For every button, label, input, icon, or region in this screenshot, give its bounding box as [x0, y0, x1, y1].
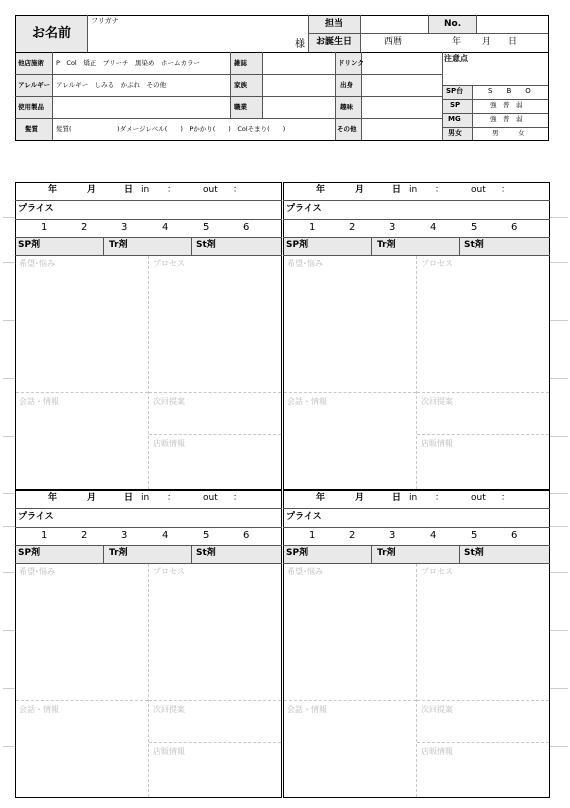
dashed-separator-h [417, 392, 549, 393]
attr-value-mg[interactable]: 強 普 弱 [490, 115, 523, 123]
out-colon: ： [501, 185, 511, 195]
agent-divider [371, 237, 372, 255]
process-label: プロセス [421, 259, 453, 268]
price-tier-4[interactable]: 4 [162, 530, 169, 541]
card-border-top [15, 490, 282, 491]
in-colon: ： [167, 493, 177, 503]
date-year-label: 年 [316, 185, 326, 195]
agent-divider [191, 545, 192, 563]
shop-sales-label: 店販情報 [153, 747, 185, 756]
price-tier-6[interactable]: 6 [243, 530, 250, 541]
date-day-label: 日 [124, 493, 134, 503]
row-divider [283, 545, 550, 546]
in-label: in [141, 185, 150, 195]
price-label: プライス [286, 204, 322, 214]
row-divider [15, 545, 282, 546]
row-divider [15, 237, 282, 238]
date-day-label: 日 [392, 185, 402, 195]
in-colon: ： [435, 185, 445, 195]
process-label: プロセス [421, 567, 453, 576]
row-divider [283, 219, 550, 220]
process-label: プロセス [153, 259, 185, 268]
staff-field[interactable] [362, 17, 426, 32]
price-label: プライス [18, 204, 54, 214]
in-colon: ： [167, 185, 177, 195]
furigana-label: フリガナ [91, 17, 119, 25]
price-tier-1[interactable]: 1 [41, 222, 48, 233]
dashed-separator-h [149, 434, 281, 435]
date-year-label: 年 [316, 493, 326, 503]
price-tier-5[interactable]: 5 [471, 222, 478, 233]
card-border-right [549, 182, 550, 490]
date-month-label: 月 [355, 493, 365, 503]
tr-agent-label: Tr剤 [377, 548, 396, 558]
birthday-month: 月 [482, 37, 492, 47]
dashed-separator-h [284, 392, 416, 393]
talk-label: 会話・情報 [19, 397, 59, 406]
price-tier-1[interactable]: 1 [309, 222, 316, 233]
row-divider [15, 200, 282, 201]
sp-agent-label: SP剤 [286, 548, 309, 558]
card-border-left [283, 490, 284, 798]
dashed-separator-h [149, 700, 281, 701]
date-month-label: 月 [355, 185, 365, 195]
card-border-left [15, 182, 16, 490]
dashed-separator-h [16, 700, 148, 701]
notes-label: 注意点 [444, 54, 468, 63]
drink-label: ドリンク [338, 59, 364, 67]
agent-row-bg [15, 237, 282, 255]
agent-divider [191, 237, 192, 255]
shop-sales-label: 店販情報 [421, 439, 453, 448]
row-divider [15, 527, 282, 528]
row-label-other-salon: 他店施術 [18, 59, 44, 67]
in-label: in [409, 185, 418, 195]
other-label: その他 [337, 125, 357, 133]
price-tier-3[interactable]: 3 [389, 530, 396, 541]
out-colon: ： [501, 493, 511, 503]
margin-tick [550, 526, 568, 527]
agent-divider [103, 545, 104, 563]
date-month-label: 月 [87, 493, 97, 503]
no-field[interactable] [478, 17, 546, 32]
occupation-label: 職業 [234, 103, 247, 111]
agent-row-bg [283, 545, 550, 563]
price-tier-5[interactable]: 5 [471, 530, 478, 541]
price-tier-1[interactable]: 1 [41, 530, 48, 541]
shop-sales-label: 店販情報 [153, 439, 185, 448]
attr-value-sp-seat[interactable]: S B O [488, 87, 531, 95]
visit-card [15, 182, 282, 490]
dashed-separator-h [149, 392, 281, 393]
talk-label: 会話・情報 [287, 705, 327, 714]
agent-divider [371, 545, 372, 563]
card-border-left [15, 490, 16, 798]
margin-tick [550, 572, 568, 573]
margin-tick [550, 378, 568, 379]
hometown-label: 出身 [340, 81, 353, 89]
date-month-label: 月 [87, 185, 97, 195]
row-label-hair: 髪質 [25, 125, 38, 133]
margin-tick [550, 262, 568, 263]
birthday-year: 年 [452, 37, 462, 47]
margin-tick [550, 320, 568, 321]
visit-card [15, 490, 282, 798]
price-tier-3[interactable]: 3 [121, 530, 128, 541]
dashed-separator-v [416, 256, 417, 489]
agent-divider [459, 237, 460, 255]
dashed-separator-h [149, 742, 281, 743]
card-border-right [281, 490, 282, 798]
row-value-allergy: アレルギー しみる かぶれ その他 [56, 81, 167, 89]
price-tier-5[interactable]: 5 [203, 530, 210, 541]
date-year-label: 年 [48, 493, 58, 503]
sp-agent-label: SP剤 [18, 548, 41, 558]
margin-tick [550, 493, 568, 494]
in-label: in [409, 493, 418, 503]
sp-agent-label: SP剤 [18, 240, 41, 250]
next-proposal-label: 次回提案 [153, 705, 185, 714]
margin-tick [3, 436, 15, 437]
price-label: プライス [18, 512, 54, 522]
margin-tick [550, 630, 568, 631]
staff-label: 担当 [325, 19, 344, 29]
margin-tick [3, 746, 15, 747]
shop-sales-label: 店販情報 [421, 747, 453, 756]
row-divider [283, 237, 550, 238]
out-label: out [203, 185, 218, 195]
card-border-right [281, 182, 282, 490]
margin-tick [550, 217, 568, 218]
name-field[interactable] [95, 28, 285, 46]
st-agent-label: St剤 [464, 240, 484, 250]
dashed-separator-h [417, 742, 549, 743]
price-tier-6[interactable]: 6 [511, 222, 518, 233]
margin-tick [3, 217, 15, 218]
price-tier-2[interactable]: 2 [81, 222, 88, 233]
dashed-separator-h [284, 700, 416, 701]
wish-label: 希望･悩み [19, 567, 55, 576]
dashed-separator-v [416, 564, 417, 797]
next-proposal-label: 次回提案 [421, 705, 453, 714]
price-tier-1[interactable]: 1 [309, 530, 316, 541]
price-tier-3[interactable]: 3 [389, 222, 396, 233]
visit-card [283, 182, 550, 490]
card-border-bottom [283, 797, 550, 798]
price-tier-2[interactable]: 2 [81, 530, 88, 541]
attr-label-sp-seat: SP台 [446, 87, 464, 95]
margin-tick [3, 526, 15, 527]
price-tier-4[interactable]: 4 [430, 530, 437, 541]
name-label: お名前 [32, 26, 72, 41]
price-tier-3[interactable]: 3 [121, 222, 128, 233]
price-tier-6[interactable]: 6 [243, 222, 250, 233]
out-label: out [203, 493, 218, 503]
margin-tick [3, 572, 15, 573]
hobby-label: 趣味 [340, 103, 353, 111]
dashed-separator-v [148, 564, 149, 797]
magazine-label: 雑誌 [234, 59, 247, 67]
attr-label-sp: SP [450, 101, 461, 109]
sp-agent-label: SP剤 [286, 240, 309, 250]
next-proposal-label: 次回提案 [153, 397, 185, 406]
sama-label: 様 [295, 39, 305, 50]
row-divider [283, 508, 550, 509]
margin-tick [3, 688, 15, 689]
date-day-label: 日 [124, 185, 134, 195]
card-border-left [283, 182, 284, 490]
row-divider [283, 527, 550, 528]
birthday-era: 西暦 [384, 37, 403, 47]
card-border-right [549, 490, 550, 798]
date-year-label: 年 [48, 185, 58, 195]
attr-label-gender: 男女 [448, 129, 462, 137]
margin-tick [3, 320, 15, 321]
price-tier-4[interactable]: 4 [162, 222, 169, 233]
date-day-label: 日 [392, 493, 402, 503]
wish-label: 希望･悩み [19, 259, 55, 268]
price-tier-5[interactable]: 5 [203, 222, 210, 233]
in-colon: ： [435, 493, 445, 503]
tr-agent-label: Tr剤 [377, 240, 396, 250]
tr-agent-label: Tr剤 [109, 240, 128, 250]
no-label: No. [444, 19, 462, 29]
wish-label: 希望･悩み [287, 259, 323, 268]
price-tier-2[interactable]: 2 [349, 222, 356, 233]
row-divider [283, 200, 550, 201]
card-border-top [283, 490, 550, 491]
price-tier-4[interactable]: 4 [430, 222, 437, 233]
price-tier-2[interactable]: 2 [349, 530, 356, 541]
margin-tick [3, 378, 15, 379]
out-colon: ： [233, 185, 243, 195]
margin-tick [550, 746, 568, 747]
in-label: in [141, 493, 150, 503]
row-label-products: 使用製品 [18, 103, 44, 111]
talk-label: 会話・情報 [287, 397, 327, 406]
out-label: out [471, 493, 486, 503]
attr-value-sp[interactable]: 強 普 弱 [490, 101, 523, 109]
out-label: out [471, 185, 486, 195]
process-label: プロセス [153, 567, 185, 576]
st-agent-label: St剤 [196, 548, 216, 558]
tr-agent-label: Tr剤 [109, 548, 128, 558]
margin-tick [550, 436, 568, 437]
margin-tick [3, 493, 15, 494]
card-border-bottom [15, 797, 282, 798]
dashed-separator-v [148, 256, 149, 489]
price-label: プライス [286, 512, 322, 522]
attr-value-gender[interactable]: 男 女 [492, 129, 525, 137]
margin-tick [550, 688, 568, 689]
agent-divider [103, 237, 104, 255]
row-label-allergy: アレルギー [18, 81, 51, 89]
dashed-separator-h [417, 700, 549, 701]
row-divider [15, 508, 282, 509]
st-agent-label: St剤 [464, 548, 484, 558]
card-border-top [283, 182, 550, 183]
birthday-label: お誕生日 [316, 37, 353, 47]
price-tier-6[interactable]: 6 [511, 530, 518, 541]
margin-tick [3, 630, 15, 631]
attr-label-mg: MG [448, 115, 461, 123]
row-divider [15, 219, 282, 220]
row-value-hair: 髪質( )ダメージレベル( ) Pかかり( ) Colそまり( ) [56, 125, 286, 133]
family-label: 家族 [234, 81, 247, 89]
wish-label: 希望･悩み [287, 567, 323, 576]
next-proposal-label: 次回提案 [421, 397, 453, 406]
birthday-day: 日 [508, 37, 518, 47]
dashed-separator-h [16, 392, 148, 393]
talk-label: 会話・情報 [19, 705, 59, 714]
agent-row-bg [283, 237, 550, 255]
visit-card [283, 490, 550, 798]
card-border-top [15, 182, 282, 183]
agent-divider [459, 545, 460, 563]
margin-tick [3, 262, 15, 263]
row-value-other-salon: P Col 矯正 ブリーチ 黒染め ホームカラー [56, 59, 200, 67]
agent-row-bg [15, 545, 282, 563]
dashed-separator-h [417, 434, 549, 435]
out-colon: ： [233, 493, 243, 503]
st-agent-label: St剤 [196, 240, 216, 250]
